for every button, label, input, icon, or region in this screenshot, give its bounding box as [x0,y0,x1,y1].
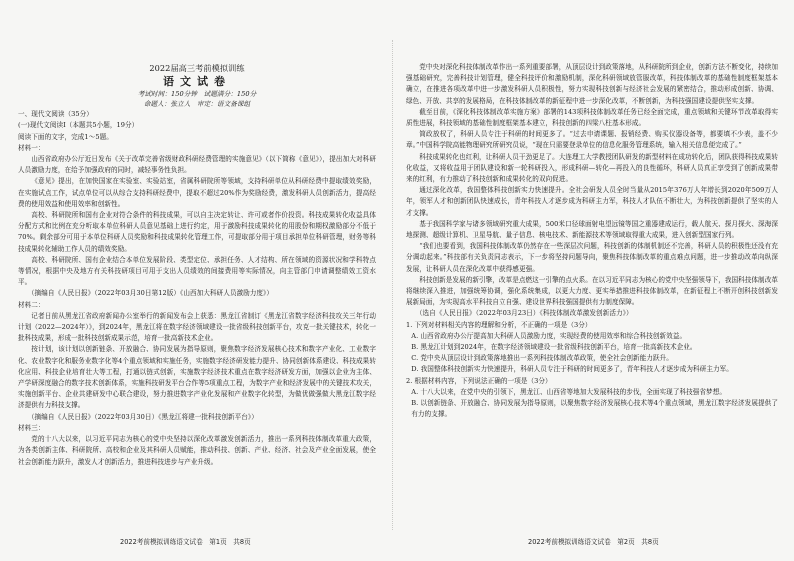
question-option: C. 党中央从顶层设计到政策落地推出一系列科技体制改革政策，使全社会创新能力跃升。 [411,354,673,363]
paragraph: 科技创新是发展的新引擎，改革是点燃这一引擎的点火系。在以习近平同志为核心的党中央坚强领导下，我国科技体制改革将继续深入推进，加强统筹协调，强化系统集成，以更大力度、更实举措推进科技体制改革，在新征程上不断开创科技创新发展新局面，为实现高水平科技自立自强、建设世界科技强国提供有力制度保障。 [406,275,778,307]
paragraph: 记者日前从黑龙江省政府新闻办公室举行的新闻发布会上获悉：黑龙江省制订《黑龙江省数字经济科技攻关三年行动计划（2022—2024年）》，到2024年，黑龙江将在数字经济领域建设一批省级科技创新平台，攻克一批关键技术，转化一批科技成果，形成一批科技创新成果示范，培育一批高新技术企业。 [18,311,376,343]
page-footer-left: 2022考前模拟训练语文试卷 第1页 共8页 [120,538,251,546]
page-footer-right: 2022考前模拟训练语文试卷 第2页 共8页 [528,538,659,546]
paragraph: 《意见》提出，在加快国家在实验室、实验站室，省属科研院所等领域，支持科研单位从科研经费中提取绩效奖励，在实施试点工作，试点单位可以从综合支持科研经费中，提取不超过20%作为奖励经费，激发科研人员创新活力，提高经费的使用效益和使用效率和创新性。 [18,177,376,208]
paragraph: 科技成果转化也红利，让科研人员干劲更足了。大连理工大学教授团队研发的新型材料在成功转化后，团队获得科技成果转化收益，又将收益用于团队建设和新一轮科研投入，形成科研—转化—再投入的良性循环，科研人员真正享受到了创新成果带来的红利，有力推动了科技创新和成果转化的双向促进。 [406,152,778,184]
material-label: 材料二： [18,300,45,309]
paragraph: 党中央对深化科技体制改革作出一系列重要部署，从顶层设计到政策落地，从科研院所到企业，创新方法不断变化，持续加强基础研究，完善科技计划管理，健全科技评价和激励机制，深化科研领域放管服改革，科技体制改革的基础性制度框架基本确立，在推进各项改革中进一步激发科研人员积极性，努力实现科技创新与经济社会发展的紧密结合，推动形成创新、协调、绿色、开放、共享的发展格局，在科技体制改革的新征程中进一步深化改革，不断创新，为科技强国建设提供坚实支撑。 [406,63,778,105]
paragraph: 山西省政府办公厅近日发布《关于改革完善省级财政科研经费管理的实施意见》（以下简称《意见》），提出加大对科研人员激励力度，在给予加强政府的同时，减轻事务性负担。 [18,155,376,175]
page-right [406,62,778,532]
question-option: A. 山西省政府办公厅提高加大科研人员激励力度，实现经费的使用效率和综合科技创新效益。 [411,331,687,340]
paragraph: 高校、科研院所、国有企业结合本单位发展阶段、类型定位、承担任务、人才结构、所在领域的资源状况和学科特点等情况，根据中央及地方有关科技研项目可用于支出人员绩效的间接费用等实际情况，向主管部门申请调整绩效工资水平。 [18,255,376,287]
question: 2. 根据材料内容，下列说法正确的一项是（3分） [406,376,552,385]
question-option: A. 十八大以来，在党中央的引领下，黑龙江、山西省等地加大发展科技的步伐，全面实现了科技强省梦想。 [411,387,726,396]
instruction: 阅读下面的文字，完成1～5题。 [18,132,113,141]
question-option: B. 以创新链条、开放融合、协同发展为指导原则，以聚焦数字经济发展核心技术等4个重点领域，黑龙江数字经济发展提供了有力的支撑。 [411,399,778,419]
exam-title: 2022届高三考前模拟训练 [149,63,245,73]
paragraph: 高校、科研院所和国有企业对符合条件的科技成果，可以自主决定转让、许可或者作价投资。科技成果转化收益具体分配方式和比例在充分听取本单位科研人员意见基础上进行约定，用于激励科技成果转化的用股份和期权激励部分不低于70%。剩余部分可用于本单位科研人员奖励和科技成果转化管理工作，可提取部分用于项目承担单位科研管理，财务等科技成果转化辅助工作人员的绩效奖励。 [18,211,376,253]
page-left [18,62,376,532]
paragraph: “我们也要看到，我国科技体制改革仍然存在一些深层次问题，科技创新的体制机制还不完善，科研人员的积极性还没有充分调动起来。”科技部有关负责同志表示，下一步将坚持问题导向，聚焦科技体制改革的重点难点问题，进一步推动改革向纵深发展，让科研人员在深化改革中获得感更强。 [406,242,778,273]
source-citation: （选自《人民日报》（2022年03月23日）《科技体制改革激发创新活力》） [415,309,633,318]
question-option: B. 黑龙江计划到2024年，在数字经济领域建设一批省级科技创新平台，培育一批高新技术企业。 [411,343,697,352]
paragraph: 通过深化改革，我国整体科技创新实力快速提升。全社会研发人员全时当量从2015年376万人年增长到2020年509万人年，领军人才和创新团队快速成长，青年科技人才逐步成为科研主力军，科技人才队伍不断壮大，为科技创新提供了坚实的人才支撑。 [406,186,778,217]
question: 1. 下列对材料相关内容的理解和分析，不正确的一项是（3分） [406,320,592,329]
exam-meta-time: 考试时间：150分钟 试题满分：150分 [137,90,257,99]
exam-subject: 语文试卷 [163,75,231,88]
paragraph: 简政放权了，科研人员专注于科研的时间更多了。“过去申请课题、报销经费、购买仪器设备等，都要填不少表，盖不少章。”中国科学院高能物理研究所研究员说，“现在只需要登录单位的信息化服务管理系统，输入相关信息便完成了。” [406,130,778,150]
question-option: D. 我国整体科技创新实力快速提升，科研人员专注于科研的时间更多了，青年科技人才逐步成为科研主力军。 [411,365,733,374]
source-citation: （摘编自《人民日报》（2022年03月30日）《黑龙江将建一批科技创新平台》） [27,412,258,421]
subsection-heading: (一)现代文阅读Ⅰ（本题共5小题，19分） [18,121,139,130]
material-label: 材料一： [18,143,45,152]
paragraph: 基于我国科学家与诸多领域研究重大成果，500米口径球面射电望远镜等国之重器建成运行，载人航天、探月探火、深海深地探测、超级计算机、卫星导航、量子信息、核电技术、新能源技术等领域取得重大成果，进入创新型国家行列。 [406,219,778,240]
source-citation: （摘编自《人民日报》（2022年03月30日第12版）《山西加大科研人员激励力度》） [27,289,274,298]
page-divider [392,40,393,530]
exam-meta-author: 命题人：张立人 审定：语文备课组 [143,100,251,109]
section-heading: 一、现代文阅读（35分） [18,110,93,119]
paragraph: 按计划，该计划以创新链条、开放融合、协同发展为指导原则，聚焦数字经济发展核心技术和数字产业化、工业数字化、农业数字化和服务业数字化等4个重点领域和实施任务，实施数字经济研发能力提升、协同创新体系建设、科技成果转化应用、科技企业培育壮大等工程，打通以链式创新，实施数字经济技术重点在数字经济研发方面，加强以企业为主体、产学研深度融合的数字技术创新体系，实施科技研发平台合作等5项重点工程，为数字产业和经济发展中的关键技术攻关，实施创新平台、企业共建研发中心联合建设，努力推进数字产业化发展和产业数字化转型，为做优做强做大黑龙江数字经济提供有力科技支撑。 [18,345,376,410]
paragraph: 截至目前，《深化科技体制改革实施方案》部署的143项科技体制改革任务已经全面完成，重点领域和关键环节改革取得实质性进展，科技领域的基础性制度框架基本建立，科技创新的四梁八柱基本形成。 [406,107,778,128]
paragraph: 党的十八大以来，以习近平同志为核心的党中央坚持以深化改革激发创新活力，推出一系列科技体制改革重大政策，为各类创新主体、科研院所、高校和企业及其科研人员赋能，推动科技、创新、产业、经济、社会及产业全面发展，使全社会创新能力跃升，激发人才创新活力，推进科技进步与产业升级。 [18,435,376,466]
material-label: 材料三： [18,423,45,432]
